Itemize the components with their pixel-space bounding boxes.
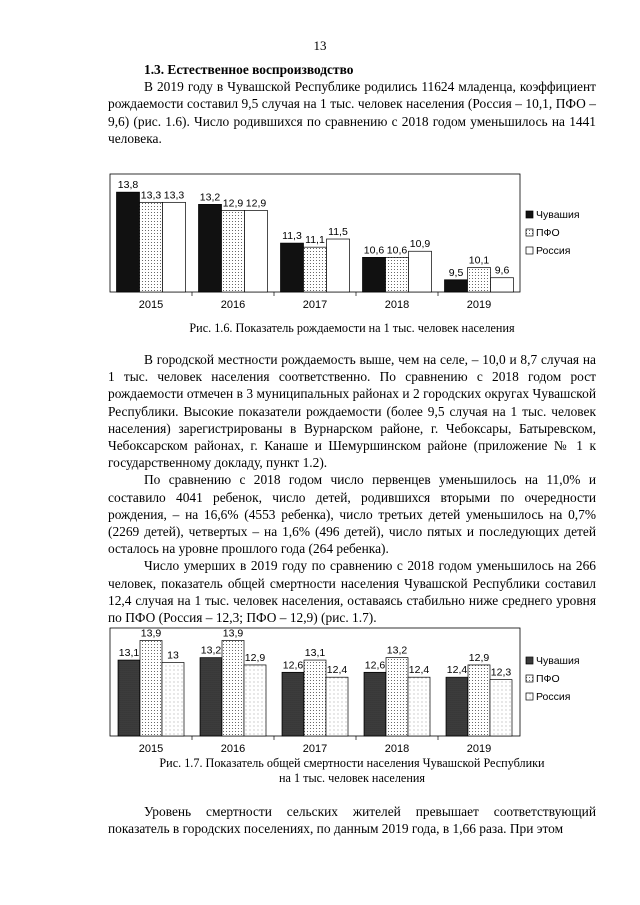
data-label: 13,1 [118, 647, 140, 660]
paragraph: В 2019 году в Чувашской Республике родились 11624 младенца, коэффициент рождаемости составил 9,5 случая на 1 тыс. человек населения (Россия – 10,1, ПФО – 9,6) (рис. 1.6). Число родившихся по сравнению с 2018 годом уменьшилось на 1441 человека. [108, 79, 596, 146]
bar-ПФО-2019 [468, 665, 490, 736]
figure-1-7-caption [108, 756, 596, 786]
figure-1-6-caption: Рис. 1.6. Показатель рождаемости на 1 тыс. человек населения [189, 321, 515, 335]
legend-label: ПФО [536, 673, 560, 685]
data-label: 10,6 [363, 244, 385, 257]
legend-label: Россия [536, 245, 571, 257]
bar-ПФО-2015 [140, 202, 163, 292]
bar-Чувашия-2016 [200, 658, 222, 736]
legend-swatch [526, 675, 533, 682]
bar-Россия-2015 [162, 663, 184, 737]
x-tick-label: 2019 [466, 743, 492, 755]
legend-swatch [526, 229, 533, 236]
bar-ПФО-2015 [140, 640, 162, 736]
bar-Россия-2016 [245, 210, 268, 292]
x-tick-label: 2019 [466, 299, 492, 311]
bar-Чувашия-2019 [446, 677, 468, 736]
data-label: 12,9 [468, 651, 490, 664]
data-label: 13,9 [222, 627, 244, 640]
bottom-text [108, 803, 596, 837]
x-tick-label: 2017 [302, 743, 328, 755]
top-text [108, 61, 596, 147]
legend-swatch [526, 693, 533, 700]
legend-label: Чувашия [536, 655, 580, 667]
paragraph: Уровень смертности сельских жителей превышает соответствующий показатель в городских поселениях, по данным 2019 года, в 1,66 раза. При этом [108, 804, 596, 837]
data-label: 10,9 [409, 238, 431, 251]
legend-swatch [526, 247, 533, 254]
data-label: 12,4 [408, 664, 430, 677]
data-label: 12,4 [446, 664, 468, 677]
data-label: 13,2 [386, 644, 408, 657]
data-label: 12,3 [490, 666, 512, 679]
paragraph: По сравнению с 2018 годом число первенцев уменьшилось на 11,0% и составило 4041 ребенок, число детей, родившихся вторыми по очередности рождения, – на 16,6% (4553 ребенка), число третьих детей уменьшилось на 0,7% (2269 детей), четвертых – на 1,6% (496 детей), число пятых и последующих детей осталось на уровне прошлого года (264 ребенка). [108, 472, 596, 557]
bar-Чувашия-2019 [445, 280, 468, 292]
data-label: 10,1 [468, 254, 490, 267]
legend-swatch [526, 657, 533, 664]
data-label: 13,1 [304, 647, 326, 660]
data-label: 13,3 [163, 189, 185, 202]
chart-mortality-rate [108, 616, 596, 756]
data-label: 11,3 [282, 230, 302, 243]
bar-ПФО-2016 [222, 640, 244, 736]
bar-Россия-2017 [326, 677, 348, 736]
bar-Россия-2018 [408, 677, 430, 736]
caption-line: Рис. 1.7. Показатель общей смертности населения Чувашской Республики [159, 756, 545, 770]
data-label: 13,2 [199, 191, 221, 204]
x-tick-label: 2018 [384, 743, 410, 755]
data-label: 12,6 [282, 659, 304, 672]
data-label: 13,8 [117, 179, 139, 192]
bar-Чувашия-2017 [281, 243, 304, 292]
bar-Россия-2018 [409, 251, 432, 292]
data-label: 12,9 [245, 197, 267, 210]
data-label: 9,5 [448, 266, 464, 279]
bar-ПФО-2017 [304, 247, 327, 292]
caption-line: на 1 тыс. человек населения [279, 771, 425, 785]
data-label: 11,1 [305, 234, 325, 247]
x-tick-label: 2016 [220, 299, 246, 311]
bar-Россия-2016 [244, 665, 266, 736]
data-label: 13 [167, 649, 179, 662]
data-label: 12,4 [326, 664, 348, 677]
section-title: 1.3. Естественное воспроизводство [144, 62, 354, 77]
bar-Россия-2017 [327, 239, 350, 292]
chart-birth-rate [108, 166, 596, 322]
legend-label: ПФО [536, 227, 560, 239]
paragraph: В городской местности рождаемость выше, чем на селе, – 10,0 и 8,7 случая на 1 тыс. человек населения соответственно. По сравнению с 2018 годом рост рождаемости отмечен в 3 муниципальных районах и 2 городских округах Чувашской Республики. Высокие показатели рождаемости (более 9,5 случая на 1 тыс. человек населения) зарегистрированы в Вурнарском районе, г. Чебоксары, Батыревском, Чебоксарском районах, г. Канаше и Шемуршинском районе (приложение № 1 к государственному докладу, пункт 1.2). [108, 352, 596, 471]
data-label: 13,2 [200, 644, 222, 657]
x-tick-label: 2018 [384, 299, 410, 311]
x-tick-label: 2015 [138, 299, 164, 311]
page-number: 13 [313, 38, 327, 53]
bar-Россия-2019 [490, 680, 512, 736]
data-label: 13,3 [140, 189, 162, 202]
data-label: 12,9 [244, 651, 266, 664]
bar-ПФО-2017 [304, 660, 326, 736]
bar-Чувашия-2018 [364, 672, 386, 736]
data-label: 10,6 [386, 244, 408, 257]
data-label: 9,6 [494, 264, 510, 277]
middle-text [108, 351, 596, 626]
bar-Чувашия-2015 [117, 192, 140, 292]
legend-label: Россия [536, 691, 571, 703]
bar-ПФО-2018 [386, 658, 408, 736]
bar-Россия-2019 [491, 278, 514, 292]
bar-Чувашия-2017 [282, 672, 304, 736]
bar-Чувашия-2016 [199, 204, 222, 292]
data-label: 13,9 [140, 627, 162, 640]
data-label: 12,9 [222, 197, 244, 210]
bar-Чувашия-2018 [363, 257, 386, 292]
legend-label: Чувашия [536, 209, 580, 221]
data-label: 11,5 [328, 226, 348, 239]
x-tick-label: 2017 [302, 299, 328, 311]
x-tick-label: 2016 [220, 743, 246, 755]
bar-Чувашия-2015 [118, 660, 140, 736]
legend-swatch [526, 211, 533, 218]
bar-ПФО-2019 [468, 268, 491, 292]
bar-Россия-2015 [163, 202, 186, 292]
paragraph: Число умерших в 2019 году по сравнению с 2018 годом уменьшилось на 266 человек, показатель общей смертности населения Чувашской Республики составил 12,4 случая на 1 тыс. человек населения, оставаясь стабильно ниже среднего уровня по ПФО (Россия – 12,3; ПФО – 12,9) (рис. 1.7). [108, 558, 596, 626]
data-label: 12,6 [364, 659, 386, 672]
x-tick-label: 2015 [138, 743, 164, 755]
bar-ПФО-2018 [386, 257, 409, 292]
bar-ПФО-2016 [222, 210, 245, 292]
